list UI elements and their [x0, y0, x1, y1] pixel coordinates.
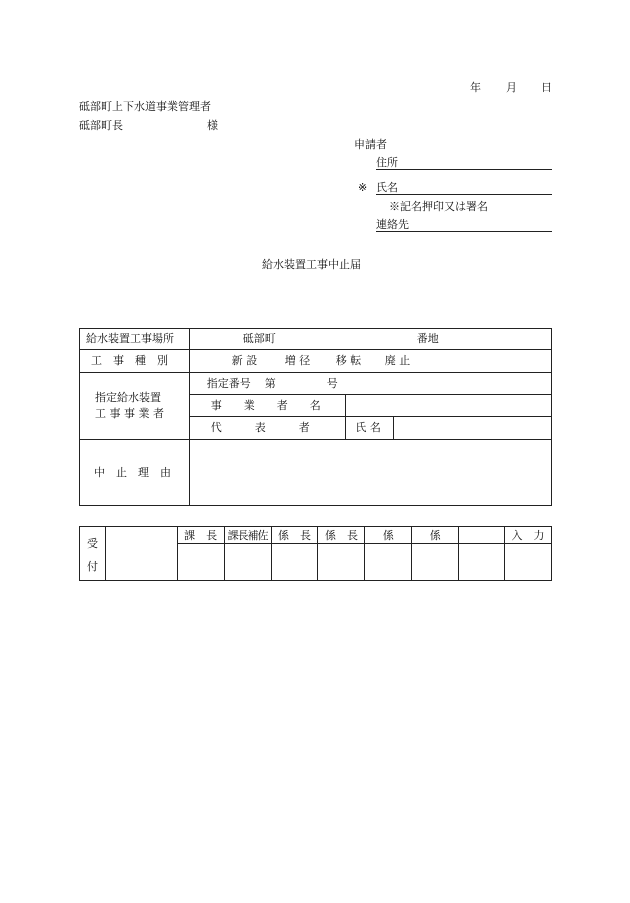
- row-designation: [80, 373, 552, 395]
- rep-name-value-cell[interactable]: [394, 417, 552, 440]
- business-label-cell: [189, 395, 346, 417]
- receipt-header-kakari-1: 係: [365, 527, 412, 544]
- business-label: 事 業 者 名: [210, 399, 321, 412]
- receipt-header-kacho-hosa: 課長補佐: [224, 527, 271, 544]
- addressee-line1: 砥部町上下水道事業管理者: [79, 100, 211, 113]
- site-number: 番地: [416, 332, 439, 345]
- applicant-address-label: 住所: [376, 156, 398, 169]
- site-label: 給水装置工事場所: [86, 332, 174, 345]
- form-title: 給水装置工事中止届: [262, 258, 361, 271]
- date-month: 月: [506, 81, 517, 94]
- addressee-line2: 砥部町長: [79, 119, 123, 132]
- row-site: [80, 329, 552, 350]
- stamp-box[interactable]: [271, 544, 318, 581]
- date-day: 日: [541, 81, 552, 94]
- stamp-box[interactable]: [318, 544, 365, 581]
- stamp-box[interactable]: [459, 544, 505, 581]
- receipt-label-top: 受: [87, 537, 98, 550]
- receipt-header-kakari-2: 係: [412, 527, 459, 544]
- rep-label-cell: [189, 417, 346, 440]
- receipt-header-blank: [459, 527, 505, 544]
- applicant-name-label: 氏名: [376, 181, 398, 194]
- business-value-cell[interactable]: [346, 395, 552, 417]
- type-option-relocate[interactable]: 移 転: [335, 354, 362, 367]
- type-option-new[interactable]: 新 設: [231, 354, 258, 367]
- designation-go: 号: [326, 377, 338, 390]
- type-options-cell: [189, 350, 551, 373]
- contractor-label-cell: [80, 373, 190, 440]
- type-option-abolish[interactable]: 廃 止: [384, 354, 411, 367]
- receipt-stamp-cell[interactable]: [105, 527, 177, 581]
- applicant-heading: 申請者: [354, 138, 387, 151]
- designation-label: 指定番号: [206, 377, 251, 390]
- site-value-cell[interactable]: [189, 329, 551, 350]
- designation-dai: 第: [264, 377, 276, 390]
- type-option-enlarge[interactable]: 増 径: [284, 354, 311, 367]
- contractor-label-2: 工 事 事 業 者: [95, 407, 164, 420]
- applicant-mark: ※: [358, 181, 368, 194]
- stamp-box[interactable]: [504, 544, 551, 581]
- receipt-header-kakaricho-2: 係 長: [318, 527, 365, 544]
- receipt-header-input: 入 力: [504, 527, 551, 544]
- row-reason: [80, 440, 552, 506]
- receipt-label-cell: [80, 527, 106, 581]
- type-label: 工 事 種 別: [91, 354, 168, 367]
- type-label-cell: [80, 350, 190, 373]
- applicant-note: ※記名押印又は署名: [389, 200, 488, 213]
- reason-label-cell: [80, 440, 190, 506]
- name-line[interactable]: [376, 194, 552, 195]
- applicant-contact-label: 連絡先: [376, 218, 409, 231]
- receipt-header-kakaricho-1: 係 長: [271, 527, 318, 544]
- receipt-header-row: [80, 527, 552, 544]
- receipt-table: [79, 526, 552, 581]
- site-town: 砥部町: [242, 332, 276, 345]
- stamp-box[interactable]: [224, 544, 271, 581]
- receipt-header-kacho: 課 長: [177, 527, 224, 544]
- row-type: [80, 350, 552, 373]
- main-form-table: [79, 328, 552, 506]
- date-year: 年: [470, 81, 481, 94]
- address-line[interactable]: [376, 169, 552, 170]
- reason-label: 中 止 理 由: [94, 466, 171, 479]
- rep-name-label-cell: [346, 417, 394, 440]
- addressee-honorific: 様: [207, 119, 218, 132]
- contact-line[interactable]: [376, 231, 552, 232]
- designation-cell[interactable]: [189, 373, 551, 395]
- stamp-box[interactable]: [177, 544, 224, 581]
- stamp-box[interactable]: [412, 544, 459, 581]
- rep-name-label: 氏 名: [355, 421, 381, 434]
- stamp-box[interactable]: [365, 544, 412, 581]
- rep-label: 代 表 者: [210, 421, 310, 434]
- receipt-label-bottom: 付: [87, 560, 98, 573]
- contractor-label-1: 指定給水装置: [95, 391, 161, 404]
- site-label-cell: [80, 329, 190, 350]
- reason-value-cell[interactable]: [189, 440, 551, 506]
